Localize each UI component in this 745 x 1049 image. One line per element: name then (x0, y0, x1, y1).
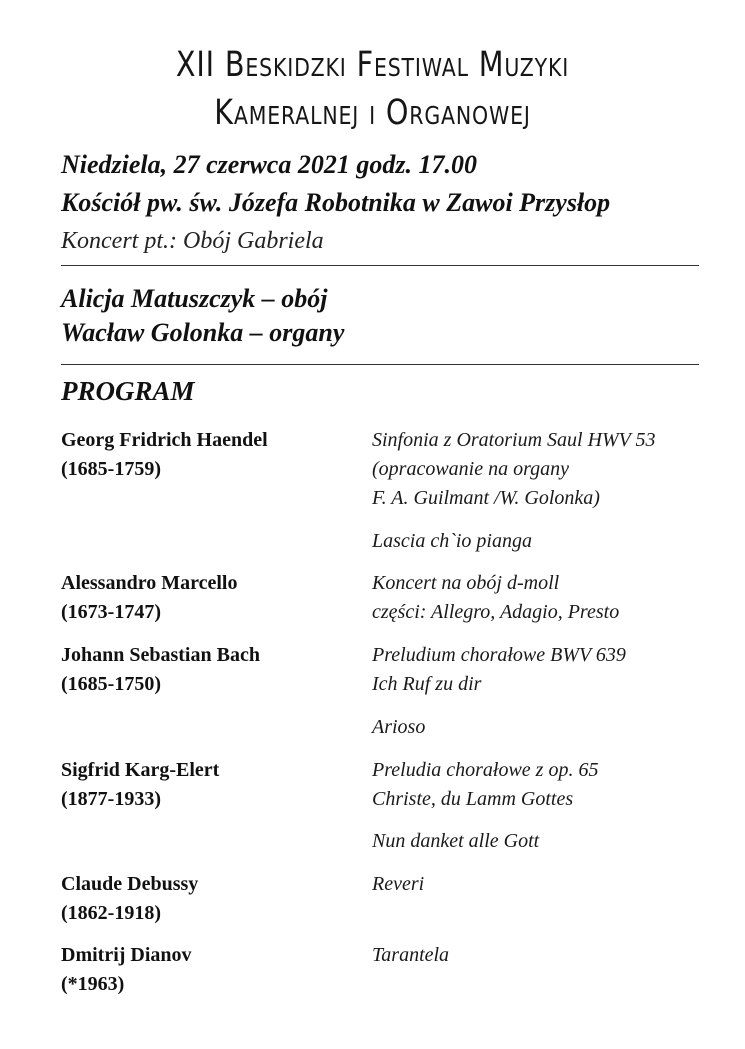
work-title: Sinfonia z Oratorium Saul HWV 53 (372, 429, 656, 451)
program-heading: PROGRAM (61, 376, 195, 406)
composer-name: Georg Fridrich Haendel (61, 429, 268, 451)
festival-title-line-2: Kameralnej i Organowej (214, 93, 531, 133)
composer-dates: (1862-1918) (61, 902, 161, 924)
composer-dates: (1685-1750) (61, 673, 161, 695)
composer-entry (61, 641, 260, 699)
work-list (372, 569, 619, 627)
work-title: Lascia ch`io pianga (372, 530, 532, 552)
work-title: Nun danket alle Gott (372, 830, 540, 852)
work-list (372, 713, 425, 742)
composer-entry (61, 870, 198, 928)
work-list (372, 527, 532, 556)
work-title: Preludia chorałowe z op. 65 (372, 759, 599, 781)
performer-oboe: Alicja Matuszczyk – obój (61, 284, 328, 313)
composer-dates: (1673-1747) (61, 601, 161, 623)
work-title: Preludium chorałowe BWV 639 (372, 644, 626, 666)
divider (61, 265, 699, 266)
composer-entry (61, 941, 192, 999)
event-date-time: Niedziela, 27 czerwca 2021 godz. 17.00 (61, 150, 477, 179)
composer-name: Sigfrid Karg-Elert (61, 759, 220, 781)
work-title: (opracowanie na organy (372, 458, 570, 480)
composer-dates: (1877-1933) (61, 788, 161, 810)
composer-name: Alessandro Marcello (61, 572, 238, 594)
composer-name: Johann Sebastian Bach (61, 644, 260, 666)
work-title: Arioso (372, 716, 426, 738)
work-title: Koncert na obój d-moll (372, 572, 560, 594)
work-list (372, 827, 539, 856)
work-list (372, 870, 424, 899)
divider (61, 364, 699, 365)
composer-entry (61, 569, 237, 627)
work-title: części: Allegro, Adagio, Presto (372, 601, 620, 623)
event-venue: Kościół pw. św. Józefa Robotnika w Zawoi Przysłop (61, 188, 611, 217)
composer-name: Dmitrij Dianov (61, 944, 192, 966)
work-list (372, 756, 598, 814)
composer-dates: (*1963) (61, 973, 125, 995)
work-title: Tarantela (372, 944, 450, 966)
work-title: Reveri (372, 873, 425, 895)
work-list (372, 641, 626, 699)
work-title: F. A. Guilmant /W. Golonka) (372, 487, 600, 509)
composer-dates: (1685-1759) (61, 458, 161, 480)
performer-organ: Wacław Golonka – organy (61, 318, 345, 347)
work-title: Christe, du Lamm Gottes (372, 788, 574, 810)
composer-name: Claude Debussy (61, 873, 199, 895)
festival-title-line-1: XII Beskidzki Festiwal Muzyki (175, 45, 570, 85)
work-list (372, 426, 656, 513)
work-title: Ich Ruf zu dir (372, 673, 482, 695)
work-list (372, 941, 449, 970)
composer-entry (61, 426, 268, 484)
composer-entry (61, 756, 219, 814)
concert-title: Koncert pt.: Obój Gabriela (61, 228, 324, 254)
